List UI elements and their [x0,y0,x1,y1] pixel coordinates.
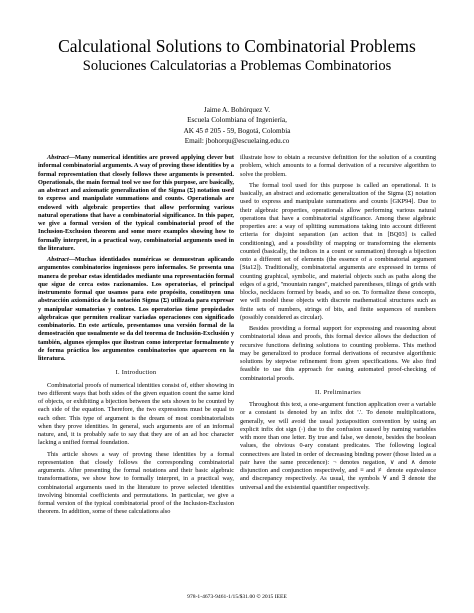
resumen [38,256,234,363]
paragraph: Combinatorial proofs of numerical identities consist of, either showing in two different ways that both sides of the given equation count the same kind of objects, or exhibiting a bijection between the sets shown to be counted by each side of the equation. Therefore, the two expressions must be equal to each other. This type of argument is the dream of most combinatorialists when they prove identities. In general, such arguments are of an informal nature, and, it is probably safe to say that they are of an ad hoc character lacking a unified formal foundation. [38,381,234,447]
paragraph: Besides providing a formal support for expressing and reasoning about combinatorial ideas and proofs, this formal device allows the deduction of recursive functions defining solutions to counting problems. This method may be generalized to produce formal derivations of recursive algorithmic solutions by stepwise refinement from given specifications. We also find feasible to use this approach for easing automated proof-checking of combinatorial proofs. [240,325,436,382]
section-heading-introduction: I. Introduction [115,369,157,377]
paragraph: The formal tool used for this purpose is called an operational. It is basically, an abstract and axiomatic generalization of the Sigma (Σ) notation used to express and manipulate summations and counts [GKP94]. Due to their algebraic properties, operationals allow performing various natural operations that have a combinatorial significance. Among these algebraic properties are: a way of splitting summations taking into account different criteria for disjoint separation (an action that in [BQ03] is called conditioning), and a possibility of mapping or transforming the elements counted (basically, the indices in a count or summation) through a bijection onto a different set of elements (the essence of a combinatorial argument [Sta12]). Traditionally, combinatorial arguments are expressed in terms of counting graphical, symbolic, and material objects such as paths along the edges of a grid, "mountain ranges", matched parentheses, tilings of grids with blocks, necklaces formed by beads, and so on. To formalize these concepts, we will model these objects with discrete mathematical structures such as finite sets of numbers, strings of bits, and finite sequences of numbers (possibly considered as circular). [240,181,436,321]
author-email: Email: jbohorqu@escuelaing.edu.co [184,137,290,146]
paragraph: This article shows a way of proving these identities by a formal representation that closely follows the corresponding combinatorial arguments. After presenting the formal notations and their basic algebraic transformations, we show how to formally interpret, in a practical way, combinatorial arguments used in the literature to prove selected identities involving binomial coefficients and permutations. In particular, we give a formal version of the typical combinatorial proof of the Inclusion-Exclusion theorem. In addition, some of these calculations also [38,450,234,516]
copyright-footer: 978-1-4673-9461-1/15/$31.00 © 2015 IEEE [187,594,287,600]
author-address: AK 45 # 205 - 59, Bogotá, Colombia [183,126,291,135]
paper-title: Calculational Solutions to Combinatorial Problems [58,36,416,56]
abstract [38,154,234,253]
paper-subtitle: Soluciones Calculatorias a Problemas Combinatorios [82,58,392,74]
section-heading-preliminaries: II. Preliminaries [314,388,362,396]
right-column [240,154,436,495]
paragraph: illustrate how to obtain a recursive definition for the solution of a counting problem, which amounts to a formal derivation of a recursive algorithm to solve the problem. [240,154,436,178]
left-column [38,154,234,520]
author-name: Jaime A. Bohórquez V. [203,106,271,114]
resumen-lead: Abstract [47,256,69,263]
author-block [0,105,474,147]
author-affiliation: Escuela Colombiana of Ingeniería, [187,116,287,125]
abstract-lead: Abstract [47,154,69,161]
resumen-text: —Muchas identidades numéricas se demuestran aplicando argumentos combinatorios ingeniosos pero informales. Se presenta una manera de probar estas identidades mediante una representación formal que sigue de cerca estos razionamios. Los operatorias, el principal instrumento formal que usamos para este propósito, constituyen una abstracción axiomática de la notación Sigma (Σ) utilizada para expresar y manipular sumatorias y conteos. Los operatorias tiene propiedades algebraicas que permiten realizar variadas operaciones con significado combinatorio. En este artículo, presentamos una versión formal de la demostración que usualmente se da del teorema de Inclusión-Exclusión y también, algunos ejemplos que ilustran como interpretar formalmente y de forma práctica los argumentos combinatorios que aparecen en la literatura. [38,256,234,362]
paragraph: Throughout this text, a one-argument function application over a variable or a constant is denoted by an infix dot '.'. To denote multiplications, generally, we will avoid the usual juxtaposition convention by using an explicit infix dot sign (·) due to the confusion caused by naming variables with more than one letter. By true and false, we denote, besides the boolean values, the obvious 0-ary constant predicates. The following logical connectives are listed in order of decreasing binding power (those listed as a pair have the same precedence): ¬ denotes negation, ∨ and ∧ denote disjunction and conjunction respectively, and ≡ and ≢ denote equivalence and discrepancy respectively. As usual, the symbols ∀ and ∃ denote the universal and the existential quantifier respectively. [240,401,436,491]
abstract-text: —Many numerical identities are proved applying clever but informal combinatorial arguments. A way of proving these identities by a formal representation that closely follows these arguments is presented. Operationals, the main formal tool we use for this purpose, are basically, an abstract and axiomatic generalization of the Sigma (Σ) notation used to express and manipulate summations and counts. Operationals are endowed with algebraic properties that allow performing various natural operations that have a combinatorial significance. In this paper, we give a formal version of the typical combinatorial proof of the Inclusion-Exclusion theorem and some more examples showing how to formally interpret, in a practical way, combinatorial arguments used in the literature. [38,154,234,252]
